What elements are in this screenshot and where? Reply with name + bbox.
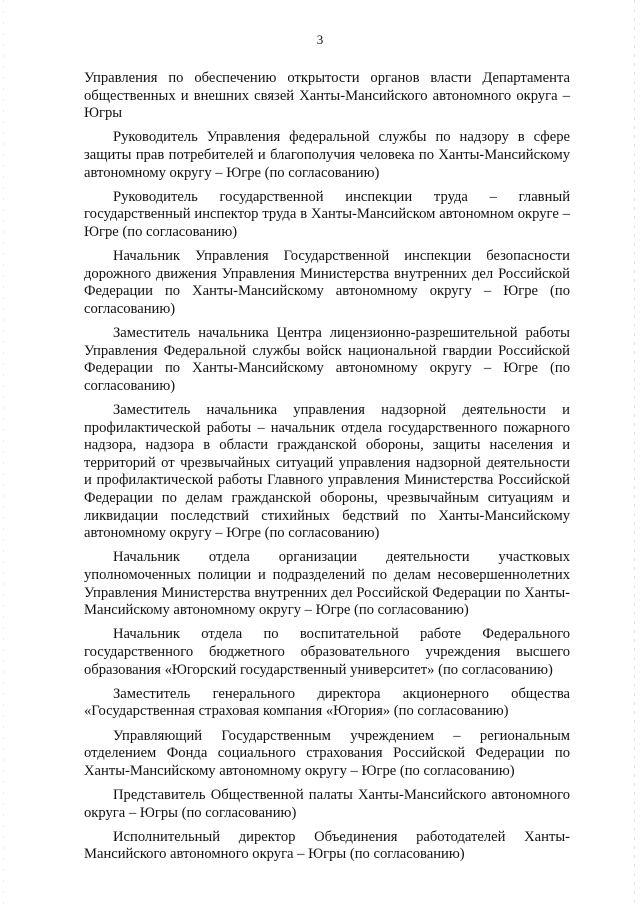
scan-edge-right [634,0,635,905]
page-number: 3 [316,32,324,47]
paragraph: Руководитель государственной инспекции труда – главный государственный инспектор труда в Ханты-Мансийском автономном округе – Югре (по согласованию) [84,188,570,240]
paragraph: Начальник Управления Государственной инспекции безопасности дорожного движения Управления Министерства внутренних дел Российской Федерации по Ханты-Мансийскому автономному округу – Югре (по согласованию) [84,248,570,317]
scan-edge-left [3,0,4,905]
paragraph: Заместитель генерального директора акционерного общества «Государственная страховая компания «Югория» (по согласованию) [84,685,570,720]
paragraph: Заместитель начальника Центра лицензионно-разрешительной работы Управления Федеральной службы войск национальной гвардии Российской Федерации по Ханты-Мансийскому автономному округу – Югре (по согласованию) [84,325,570,394]
paragraph: Представитель Общественной палаты Ханты-Мансийского автономного округа – Югры (по согласованию) [84,786,570,821]
paragraph-continuation: Управления по обеспечению открытости органов власти Департамента общественных и внешних связей Ханты-Мансийского автономного округа – Югры [84,70,570,122]
paragraph: Руководитель Управления федеральной службы по надзору в сфере защиты прав потребителей и благополучия человека по Ханты-Мансийскому автономному округу – Югре (по согласованию) [84,129,570,181]
paragraph: Заместитель начальника управления надзорной деятельности и профилактической работы – начальник отдела государственного пожарного надзора, надзора в области гражданской обороны, защиты населения и территорий от чрезвычайных ситуаций управления надзорной деятельности и профилактической работы Главного управления Министерства Российской Федерации по делам гражданской обороны, чрезвычайным ситуациям и ликвидации последствий стихийных бедствий по Ханты-Мансийскому автономному округу – Югре (по согласованию) [84,402,570,542]
paragraph: Исполнительный директор Объединения работодателей Ханты-Мансийского автономного округа – Югры (по согласованию) [84,828,570,863]
document-body [84,70,570,870]
paragraph: Начальник отдела по воспитательной работе Федерального государственного бюджетного образовательного учреждения высшего образования «Югорский государственный университет» (по согласованию) [84,626,570,678]
paragraph: Начальник отдела организации деятельности участковых уполномоченных полиции и подразделений по делам несовершеннолетних Управления Министерства внутренних дел Российской Федерации по Ханты-Мансийскому автономному округу – Югре (по согласованию) [84,549,570,619]
paragraph: Управляющий Государственным учреждением – региональным отделением Фонда социального страхования Российской Федерации по Ханты-Мансийскому автономному округу – Югре (по согласованию) [84,727,570,779]
